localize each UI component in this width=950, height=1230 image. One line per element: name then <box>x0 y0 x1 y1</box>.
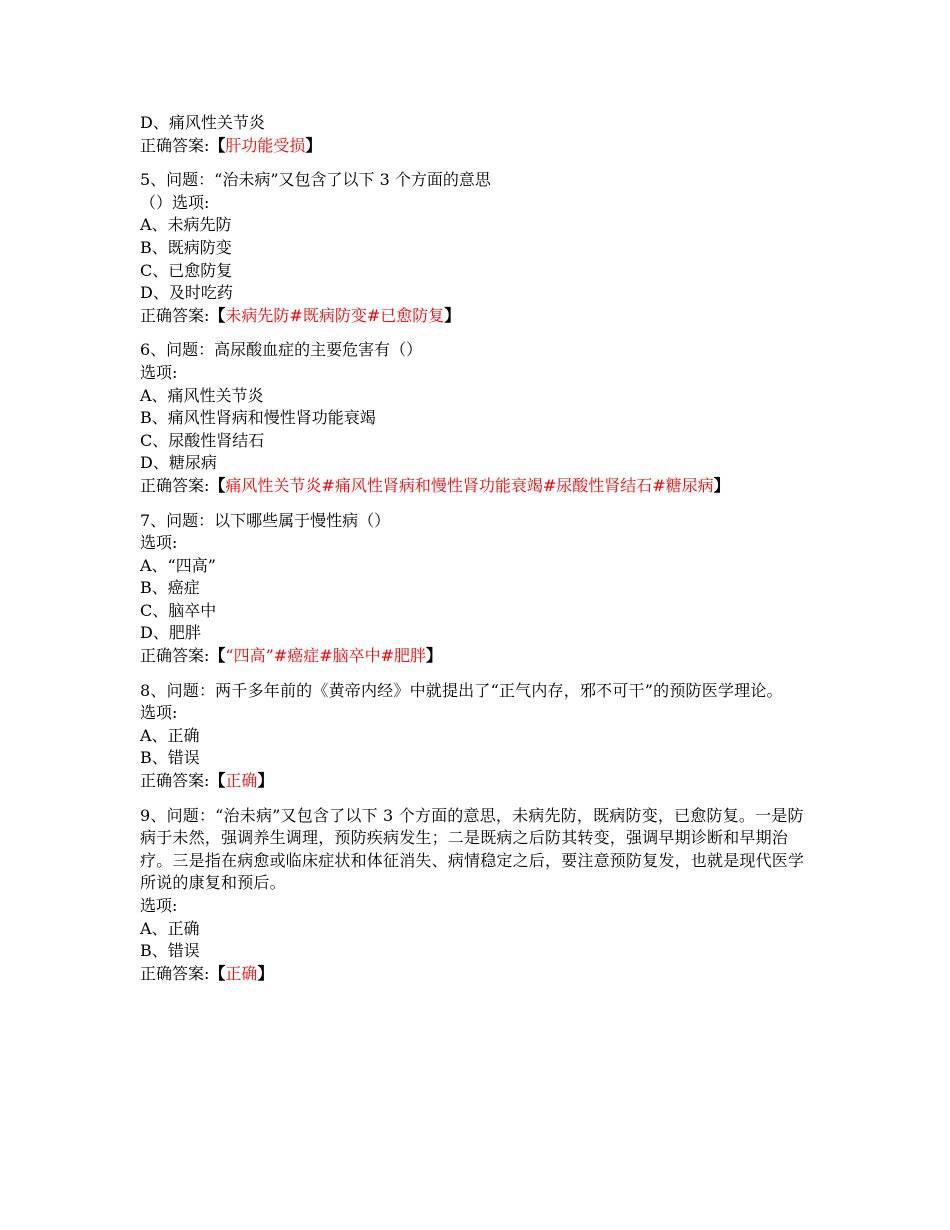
answer-prefix: 正确答案: <box>140 646 210 666</box>
question-block-6 <box>140 339 810 497</box>
answer-value: 痛风性关节炎#痛风性肾病和慢性肾功能衰竭#尿酸性肾结石#糖尿病 <box>225 475 714 495</box>
option-b: B、既病防变 <box>140 237 232 257</box>
answer-prefix: 正确答案: <box>140 771 210 791</box>
question-block-7 <box>140 510 810 668</box>
answer-line <box>140 770 810 793</box>
bracket-open: 【 <box>209 646 226 666</box>
option-a: A、正确 <box>140 725 200 745</box>
bracket-open: 【 <box>209 305 226 325</box>
answer-value: 肝功能受损 <box>225 135 306 155</box>
answer-line <box>140 135 810 158</box>
answer-prefix: 正确答案: <box>140 475 210 495</box>
options-label: 选项: <box>140 896 178 915</box>
option-d: D、糖尿病 <box>140 453 217 473</box>
option-a: A、未病先防 <box>140 215 232 235</box>
option-d: D、及时吃药 <box>140 283 233 303</box>
question-block-9 <box>140 805 810 986</box>
answer-value: “四高”#癌症#脑卒中#肥胖 <box>225 646 427 666</box>
question-text: 6、问题：高尿酸血症的主要危害有（） <box>140 340 423 360</box>
question-text: 8、问题：两千多年前的《黄帝内经》中就提出了“正气内存，邪不可干”的预防医学理论。 <box>140 680 783 700</box>
bracket-close: 】 <box>257 963 274 983</box>
answer-line <box>140 963 810 986</box>
answer-line <box>140 645 810 668</box>
option-d: D、痛风性关节炎 <box>140 113 265 132</box>
question-text: 9、问题：“治未病”又包含了以下 3 个方面的意思，未病先防，既病防变，已愈防复。一是防病于未然，强调养生调理，预防疾病发生；二是既病之后防其转变，强调早期诊断和早期治疗。三是指在病愈或临床症状和体征消失、病情稳定之后，要注意预防复发，也就是现代医学所说的康复和预后。 <box>140 805 805 893</box>
bracket-close: 】 <box>426 646 443 666</box>
bracket-open: 【 <box>209 771 226 791</box>
option-b: B、错误 <box>140 941 200 961</box>
answer-prefix: 正确答案: <box>140 305 210 325</box>
question-block-5 <box>140 169 810 327</box>
bracket-close: 】 <box>257 771 274 791</box>
option-d: D、肥胖 <box>140 623 201 643</box>
bracket-close: 】 <box>713 475 730 495</box>
options-label: 选项: <box>140 362 178 382</box>
answer-prefix: 正确答案: <box>140 963 210 983</box>
question-text: 5、问题：“治未病”又包含了以下 3 个方面的意思 <box>140 170 491 190</box>
bracket-close: 】 <box>305 135 322 155</box>
answer-prefix: 正确答案: <box>140 135 210 155</box>
question-text: 7、问题：以下哪些属于慢性病（） <box>140 510 391 530</box>
document-content <box>140 112 810 985</box>
option-c: C、脑卒中 <box>140 600 217 620</box>
answer-value: 未病先防#既病防变#已愈防复 <box>225 305 445 325</box>
option-c: C、已愈防复 <box>140 260 233 280</box>
option-b: B、癌症 <box>140 578 200 598</box>
option-a: A、正确 <box>140 918 200 938</box>
bracket-open: 【 <box>209 475 226 495</box>
option-b: B、错误 <box>140 748 200 768</box>
option-a: A、“四高” <box>140 555 216 575</box>
option-c: C、尿酸性肾结石 <box>140 430 265 450</box>
bracket-open: 【 <box>209 963 226 983</box>
answer-value: 正确 <box>225 963 258 983</box>
bracket-open: 【 <box>209 135 226 155</box>
question-block-4-tail <box>140 112 810 157</box>
bracket-close: 】 <box>444 305 461 325</box>
question-block-8 <box>140 680 810 793</box>
answer-line <box>140 305 810 328</box>
options-label: （）选项: <box>140 192 210 212</box>
option-a: A、痛风性关节炎 <box>140 385 264 405</box>
option-b: B、痛风性肾病和慢性肾功能衰竭 <box>140 408 376 428</box>
options-label: 选项: <box>140 533 178 553</box>
answer-value: 正确 <box>225 771 258 791</box>
options-label: 选项: <box>140 703 178 723</box>
answer-line <box>140 475 810 498</box>
